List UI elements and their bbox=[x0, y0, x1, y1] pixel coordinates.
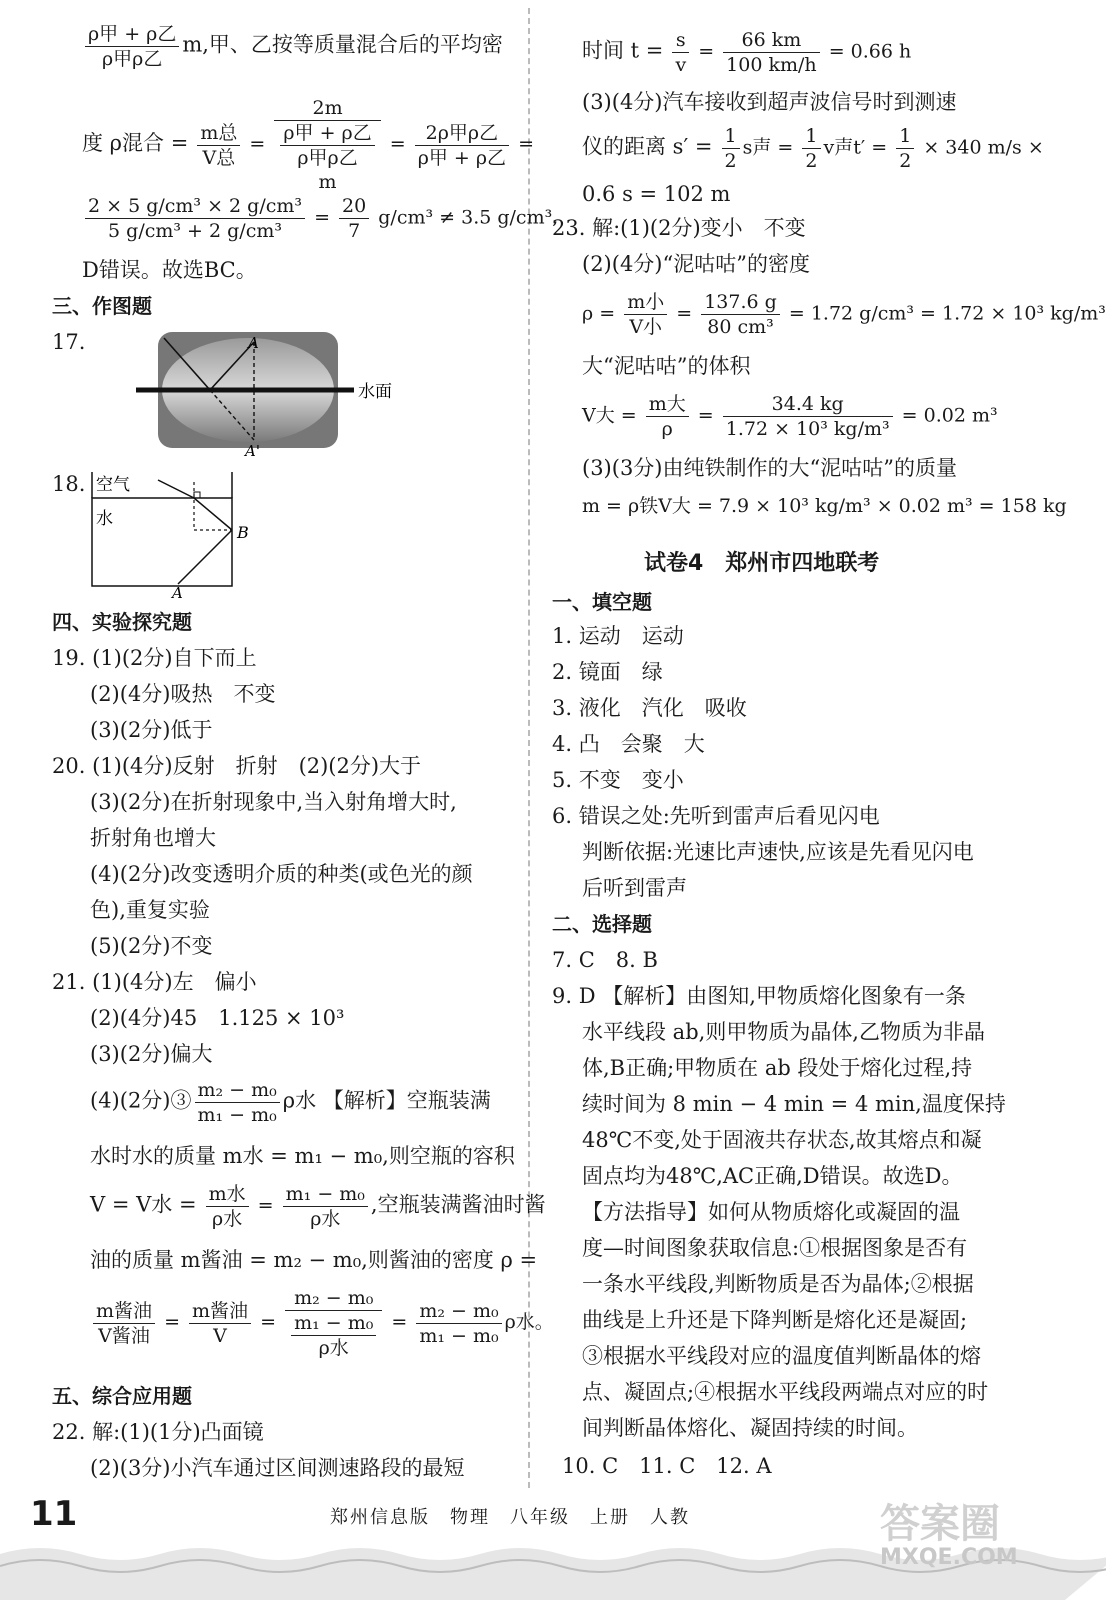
section-heading: 三、作图题 bbox=[52, 294, 152, 318]
label-water-surface: 水面 bbox=[358, 382, 392, 402]
page-number: 11 bbox=[30, 1494, 78, 1534]
answer-line: (5)(2分)不变 bbox=[90, 934, 213, 958]
label-A: A bbox=[172, 584, 183, 602]
answer-line: (4)(2分)改变透明介质的种类(或色光的颜 bbox=[90, 862, 473, 886]
answer-line: 5. 不变 变小 bbox=[552, 768, 684, 792]
answer-line: 水平线段 ab,则甲物质为晶体,乙物质为非晶 bbox=[582, 1020, 985, 1044]
question-number: 18. bbox=[52, 472, 86, 496]
formula-line-3: $\frac{\text{2 × 5 g/cm³ × 2 g/cm³}}{\text{5 g/cm³ + 2 g/cm³}}$ = $\frac{20}{7}$ g/cm³ ≠ 3.5 g/cm³, bbox=[82, 194, 558, 243]
watermark-url: MXQE.COM bbox=[880, 1545, 1018, 1570]
label-B: B bbox=[237, 523, 249, 542]
ray-from-A bbox=[178, 530, 232, 584]
formula-q21-4: (4)(2分)③ $\frac{\text{m₂ − m₀}}{\text{m₁ − m₀}}$ ρ水 【解析】空瓶装满 bbox=[90, 1079, 491, 1126]
label-A-prime: A' bbox=[245, 442, 260, 460]
section-heading: 二、选择题 bbox=[552, 912, 652, 936]
section-heading: 一、填空题 bbox=[552, 590, 652, 614]
answer-line: 大“泥咕咕”的体积 bbox=[582, 354, 751, 378]
label-water: 水 bbox=[96, 509, 113, 529]
answer-line: (3)(3分)由纯铁制作的大“泥咕咕”的质量 bbox=[582, 456, 957, 480]
ray-refracted bbox=[158, 480, 194, 498]
paper-title: 试卷4 郑州市四地联考 bbox=[644, 551, 880, 576]
answer-line: (3)(2分)低于 bbox=[90, 718, 213, 742]
answer-line: 23. 解:(1)(2分)变小 不变 bbox=[552, 216, 806, 240]
formula-r3: 仪的距离 s′ = $\frac{1}{2}$ s声 = $\frac{1}{2}$ v声t′ = $\frac{1}{2}$ × 340 m/s × bbox=[582, 125, 1044, 172]
water-tank bbox=[92, 498, 232, 586]
answer-line: 10. C 11. C 12. A bbox=[562, 1454, 772, 1478]
formula-line-1: $\frac{\text{ρ甲 + ρ乙}}{\text{ρ甲ρ乙}}$ m,甲、乙按等质量混合后的平均密 bbox=[82, 22, 503, 71]
question-number: 17. bbox=[52, 330, 86, 354]
answer-line: 续时间为 8 min − 4 min = 4 min,温度保持 bbox=[582, 1092, 1006, 1116]
answer-line: (2)(3分)小汽车通过区间测速路段的最短 bbox=[90, 1456, 465, 1480]
diagram-18 bbox=[86, 468, 296, 600]
answer-line: 6. 错误之处:先听到雷声后看见闪电 bbox=[552, 804, 880, 828]
formula-q23-3: ρ = $\frac{\text{m小}}{\text{V小}}$ = $\frac{137.6 g}{\text{80 cm³}}$ = 1.72 g/cm³ = 1.72 × 10³ kg/m³ bbox=[582, 291, 1106, 338]
right-angle-mark bbox=[194, 492, 200, 498]
answer-line: ③根据水平线段对应的温度值判断晶体的熔 bbox=[582, 1344, 981, 1368]
answer-line: 度—时间图象获取信息:①根据图象是否有 bbox=[582, 1236, 968, 1260]
answer-line: (2)(4分)“泥咕咕”的密度 bbox=[582, 252, 810, 276]
answer-line: 一条水平线段,判断物质是否为晶体;②根据 bbox=[582, 1272, 974, 1296]
answer-line: 0.6 s = 102 m bbox=[582, 182, 731, 206]
answer-line: (3)(2分)在折射现象中,当入射角增大时, bbox=[90, 790, 457, 814]
answer-line: 点、凝固点;④根据水平线段两端点对应的时 bbox=[582, 1380, 989, 1404]
answer-line: 21. (1)(4分)左 偏小 bbox=[52, 970, 257, 994]
answer-line: 1. 运动 运动 bbox=[552, 624, 684, 648]
section-heading: 五、综合应用题 bbox=[52, 1384, 192, 1408]
answer-line: 2. 镜面 绿 bbox=[552, 660, 663, 684]
diagram-17 bbox=[102, 328, 422, 458]
answer-line: (3)(4分)汽车接收到超声波信号时到测速 bbox=[582, 90, 957, 114]
answer-line: 体,B正确;甲物质在 ab 段处于熔化过程,持 bbox=[582, 1056, 973, 1080]
formula-q21-6: V = V水 = $\frac{\text{m水}}{\text{ρ水}}$ = $\frac{\text{m₁ − m₀}}{\text{ρ水}}$ ,空瓶装满酱油时酱 bbox=[90, 1183, 546, 1230]
answer-line: (2)(4分)吸热 不变 bbox=[90, 682, 276, 706]
ray-reflected bbox=[194, 498, 232, 530]
answer-line: 后听到雷声 bbox=[582, 876, 687, 900]
answer-line: 折射角也增大 bbox=[90, 826, 216, 850]
formula-line-2: 度 ρ混合 = $\frac{\text{m总}}{\text{V总}}$ = 2m ρ甲 + ρ乙 ρ甲ρ乙 m = $\frac{\text{2ρ甲ρ乙}}{\text{ρ甲 + ρ乙}}$ = bbox=[82, 97, 535, 193]
answer-line: 【方法指导】如何从物质熔化或凝固的温 bbox=[582, 1200, 960, 1224]
answer-line: 间判断晶体熔化、凝固持续的时间。 bbox=[582, 1416, 918, 1440]
formula-q21-8: $\frac{\text{m酱油}}{\text{V酱油}}$ = $\frac{\text{m酱油}}{V}$ = m₂ − m₀ m₁ − m₀ ρ水 = $\frac{\text{m₂ − m₀}}{\text{m₁ − m₀}}$ ρ水。 bbox=[90, 1286, 554, 1360]
formula-q23-5: V大 = $\frac{\text{m大}}{\rho}$ = $\frac{34.4 kg}{\text{1.72 × 10³ kg/m³}}$ = 0.02 m³ bbox=[582, 393, 998, 440]
formula-q23-7: m = ρ铁V大 = 7.9 × 10³ kg/m³ × 0.02 m³ = 158 kg bbox=[582, 495, 1067, 517]
answer-line: 19. (1)(2分)自下而上 bbox=[52, 646, 257, 670]
section-heading: 四、实验探究题 bbox=[52, 610, 192, 634]
answer-line: 油的质量 m酱油 = m₂ − m₀,则酱油的密度 ρ = bbox=[90, 1248, 538, 1272]
answer-line: 7. C 8. B bbox=[552, 948, 658, 972]
answer-line: (2)(4分)45 1.125 × 10³ bbox=[90, 1006, 345, 1030]
answer-line: (3)(2分)偏大 bbox=[90, 1042, 213, 1066]
watermark: 答案圈 bbox=[880, 1501, 1000, 1547]
answer-line: 水时水的质量 m水 = m₁ − m₀,则空瓶的容积 bbox=[90, 1144, 515, 1168]
formula-r1: 时间 t = $\frac{s}{v}$ = $\frac{66 km}{100 km/h}$ = 0.66 h bbox=[582, 29, 912, 76]
answer-line: 判断依据:光速比声速快,应该是先看见闪电 bbox=[582, 840, 974, 864]
answer-line: 固点均为48℃,AC正确,D错误。故选D。 bbox=[582, 1164, 963, 1188]
label-A: A bbox=[248, 334, 259, 352]
answer-line: 曲线是上升还是下降判断是熔化还是凝固; bbox=[582, 1308, 968, 1332]
answer-line: 4. 凸 会聚 大 bbox=[552, 732, 705, 756]
answer-line: 22. 解:(1)(1分)凸面镜 bbox=[52, 1420, 264, 1444]
answer-line: 3. 液化 汽化 吸收 bbox=[552, 696, 747, 720]
text-line: D错误。故选BC。 bbox=[82, 258, 257, 282]
answer-line: 色),重复实验 bbox=[90, 898, 210, 922]
answer-line: 20. (1)(4分)反射 折射 (2)(2分)大于 bbox=[52, 754, 422, 778]
label-air: 空气 bbox=[96, 475, 130, 495]
answer-line: 48℃不变,处于固液共存状态,故其熔点和凝 bbox=[582, 1128, 982, 1152]
answer-line: 9. D 【解析】由图知,甲物质熔化图象有一条 bbox=[552, 984, 966, 1008]
footer-text: 郑州信息版 物理 八年级 上册 人教 bbox=[330, 1507, 690, 1528]
